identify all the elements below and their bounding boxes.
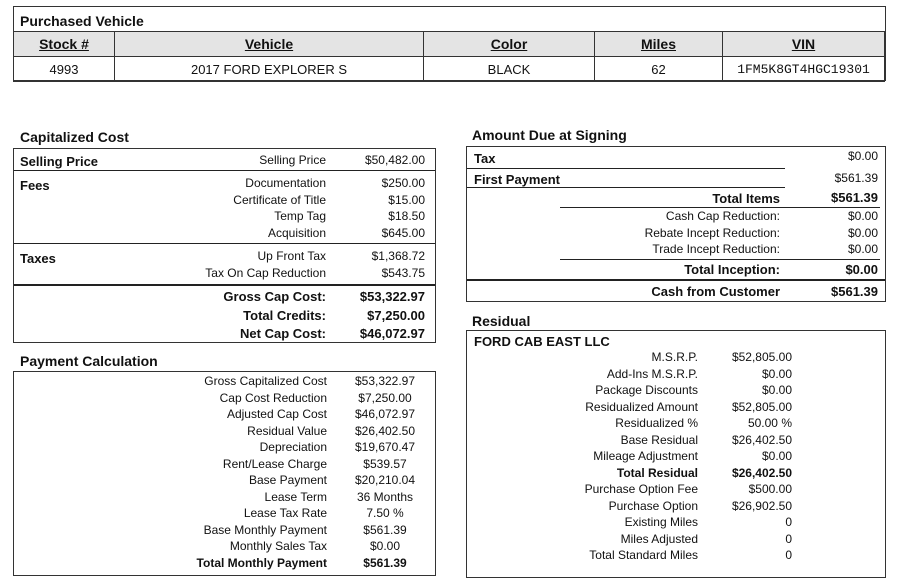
- col-vin: VIN: [723, 32, 885, 57]
- tax-label: Tax On Cap Reduction: [205, 265, 326, 280]
- residual-label: Residualized Amount: [585, 399, 698, 414]
- residual-label: Package Discounts: [595, 383, 698, 397]
- taxes-section: Taxes: [20, 251, 56, 266]
- tax-value: $1,368.72: [371, 249, 425, 263]
- payment-label: Lease Term: [264, 489, 327, 504]
- residual-label: Add-Ins M.S.R.P.: [606, 366, 698, 381]
- amount-tax-label: Tax: [474, 151, 496, 166]
- residual-value: $0.00: [761, 366, 792, 381]
- color-value: BLACK: [424, 57, 595, 82]
- payment-value: $26,402.50: [354, 423, 416, 438]
- residual-label: Base Residual: [620, 432, 698, 447]
- payment-label: Cap Cost Reduction: [219, 390, 327, 405]
- cap-total-label: Gross Cap Cost:: [223, 289, 326, 304]
- residual-value: 0: [785, 531, 792, 546]
- purchased-vehicle-table: [13, 31, 885, 82]
- selling-price-section: Selling Price: [20, 154, 99, 169]
- payment-calc-values: [340, 373, 430, 571]
- payment-label: Adjusted Cap Cost: [226, 407, 327, 421]
- cap-total-value: $46,072.97: [359, 326, 425, 341]
- residual-value: $26,402.50: [731, 465, 792, 480]
- residual-value: 0: [785, 515, 792, 529]
- residual-value: 0: [785, 548, 792, 562]
- vin-value: 1FM5K8GT4HGC19301: [723, 57, 885, 82]
- residual-label: Purchase Option: [608, 498, 698, 513]
- total-inception-label: Total Inception:: [684, 262, 780, 277]
- fee-value: $15.00: [388, 192, 425, 207]
- payment-value: 36 Months: [356, 489, 414, 504]
- reduction-value: $0.00: [847, 225, 878, 240]
- purchased-vehicle-title: Purchased Vehicle: [20, 13, 144, 29]
- reduction-value: $0.00: [847, 209, 878, 223]
- fee-label: Acquisition: [267, 225, 326, 240]
- residual-labels: [500, 349, 698, 564]
- payment-value: $561.39: [363, 555, 407, 570]
- cap-cost-title: Capitalized Cost: [20, 129, 129, 145]
- reduction-label: Rebate Incept Reduction:: [644, 225, 780, 240]
- total-items-value: $561.39: [831, 190, 878, 205]
- payment-calc-labels: [130, 373, 327, 571]
- cash-from-customer-value: $561.39: [831, 284, 878, 299]
- payment-value: $19,670.47: [354, 440, 416, 454]
- fee-value: $645.00: [381, 225, 425, 240]
- lender-name: FORD CAB EAST LLC: [474, 334, 610, 349]
- residual-label: Mileage Adjustment: [593, 449, 698, 463]
- col-vehicle: Vehicle: [115, 32, 424, 57]
- total-items-label: Total Items: [712, 191, 780, 206]
- col-color: Color: [424, 32, 595, 57]
- selling-price-value: $50,482.00: [364, 153, 425, 167]
- payment-calc-title: Payment Calculation: [20, 353, 158, 369]
- cash-from-customer-label: Cash from Customer: [651, 284, 780, 299]
- payment-label: Monthly Sales Tax: [229, 539, 327, 553]
- residual-value: $52,805.00: [731, 350, 792, 364]
- residual-label: Total Residual: [616, 465, 698, 480]
- payment-value: $53,322.97: [354, 374, 416, 388]
- payment-value: $561.39: [363, 522, 407, 537]
- payment-label: Gross Capitalized Cost: [204, 374, 327, 388]
- payment-value: $46,072.97: [354, 407, 416, 421]
- residual-title: Residual: [472, 313, 531, 329]
- fees-labels: [130, 175, 326, 241]
- amount-tax-value: $0.00: [847, 149, 878, 163]
- residual-value: $26,902.50: [731, 498, 792, 513]
- residual-label: Miles Adjusted: [620, 531, 698, 546]
- col-miles: Miles: [595, 32, 723, 57]
- residual-label: Residualized %: [615, 416, 698, 430]
- payment-label: Residual Value: [247, 423, 327, 438]
- fee-label: Temp Tag: [274, 209, 326, 223]
- fee-label: Documentation: [245, 176, 326, 190]
- cap-total-label: Net Cap Cost:: [240, 326, 326, 341]
- payment-value: 7.50 %: [366, 506, 404, 520]
- residual-label: Existing Miles: [624, 515, 698, 529]
- selling-price-label: Selling Price: [259, 153, 326, 167]
- payment-label: Total Monthly Payment: [196, 555, 327, 570]
- tax-label: Up Front Tax: [257, 249, 326, 263]
- vehicle-value: 2017 FORD EXPLORER S: [115, 57, 424, 82]
- fee-label: Certificate of Title: [233, 192, 326, 207]
- residual-label: Total Standard Miles: [589, 548, 698, 562]
- residual-values: [700, 349, 792, 564]
- amount-due-title: Amount Due at Signing: [472, 127, 627, 143]
- fees-values: [335, 175, 425, 241]
- residual-value: $52,805.00: [731, 399, 792, 414]
- residual-value: $26,402.50: [731, 432, 792, 447]
- fee-value: $250.00: [381, 176, 425, 190]
- fees-section: Fees: [20, 178, 50, 193]
- reductions-values: [790, 208, 878, 258]
- residual-label: Purchase Option Fee: [584, 482, 698, 496]
- residual-value: $0.00: [761, 383, 792, 397]
- payment-label: Base Payment: [248, 473, 327, 487]
- reduction-label: Cash Cap Reduction:: [665, 209, 780, 223]
- fee-value: $18.50: [388, 209, 425, 223]
- taxes-values: [335, 248, 425, 281]
- tax-value: $543.75: [381, 265, 425, 280]
- stock-value: 4993: [14, 57, 115, 82]
- reductions-labels: [560, 208, 780, 258]
- cap-total-value: $7,250.00: [367, 308, 425, 323]
- cap-total-value: $53,322.97: [359, 289, 425, 304]
- residual-label: M.S.R.P.: [651, 350, 698, 364]
- payment-value: $539.57: [363, 456, 407, 471]
- payment-value: $0.00: [369, 539, 401, 553]
- first-payment-label: First Payment: [474, 172, 560, 187]
- cap-total-label: Total Credits:: [243, 308, 326, 323]
- reduction-label: Trade Incept Reduction:: [652, 242, 780, 256]
- payment-label: Depreciation: [259, 440, 327, 454]
- payment-value: $7,250.00: [358, 390, 412, 405]
- payment-label: Rent/Lease Charge: [222, 456, 327, 471]
- payment-label: Base Monthly Payment: [203, 522, 327, 537]
- residual-value: 50.00 %: [747, 416, 792, 430]
- payment-value: $20,210.04: [354, 473, 416, 487]
- total-inception-value: $0.00: [845, 262, 878, 277]
- residual-value: $500.00: [748, 482, 792, 496]
- payment-label: Lease Tax Rate: [243, 506, 327, 520]
- taxes-labels: [130, 248, 326, 281]
- residual-value: $0.00: [761, 449, 792, 463]
- col-stock: Stock #: [14, 32, 115, 57]
- first-payment-value: $561.39: [834, 171, 878, 185]
- reduction-value: $0.00: [847, 242, 878, 256]
- miles-value: 62: [595, 57, 723, 82]
